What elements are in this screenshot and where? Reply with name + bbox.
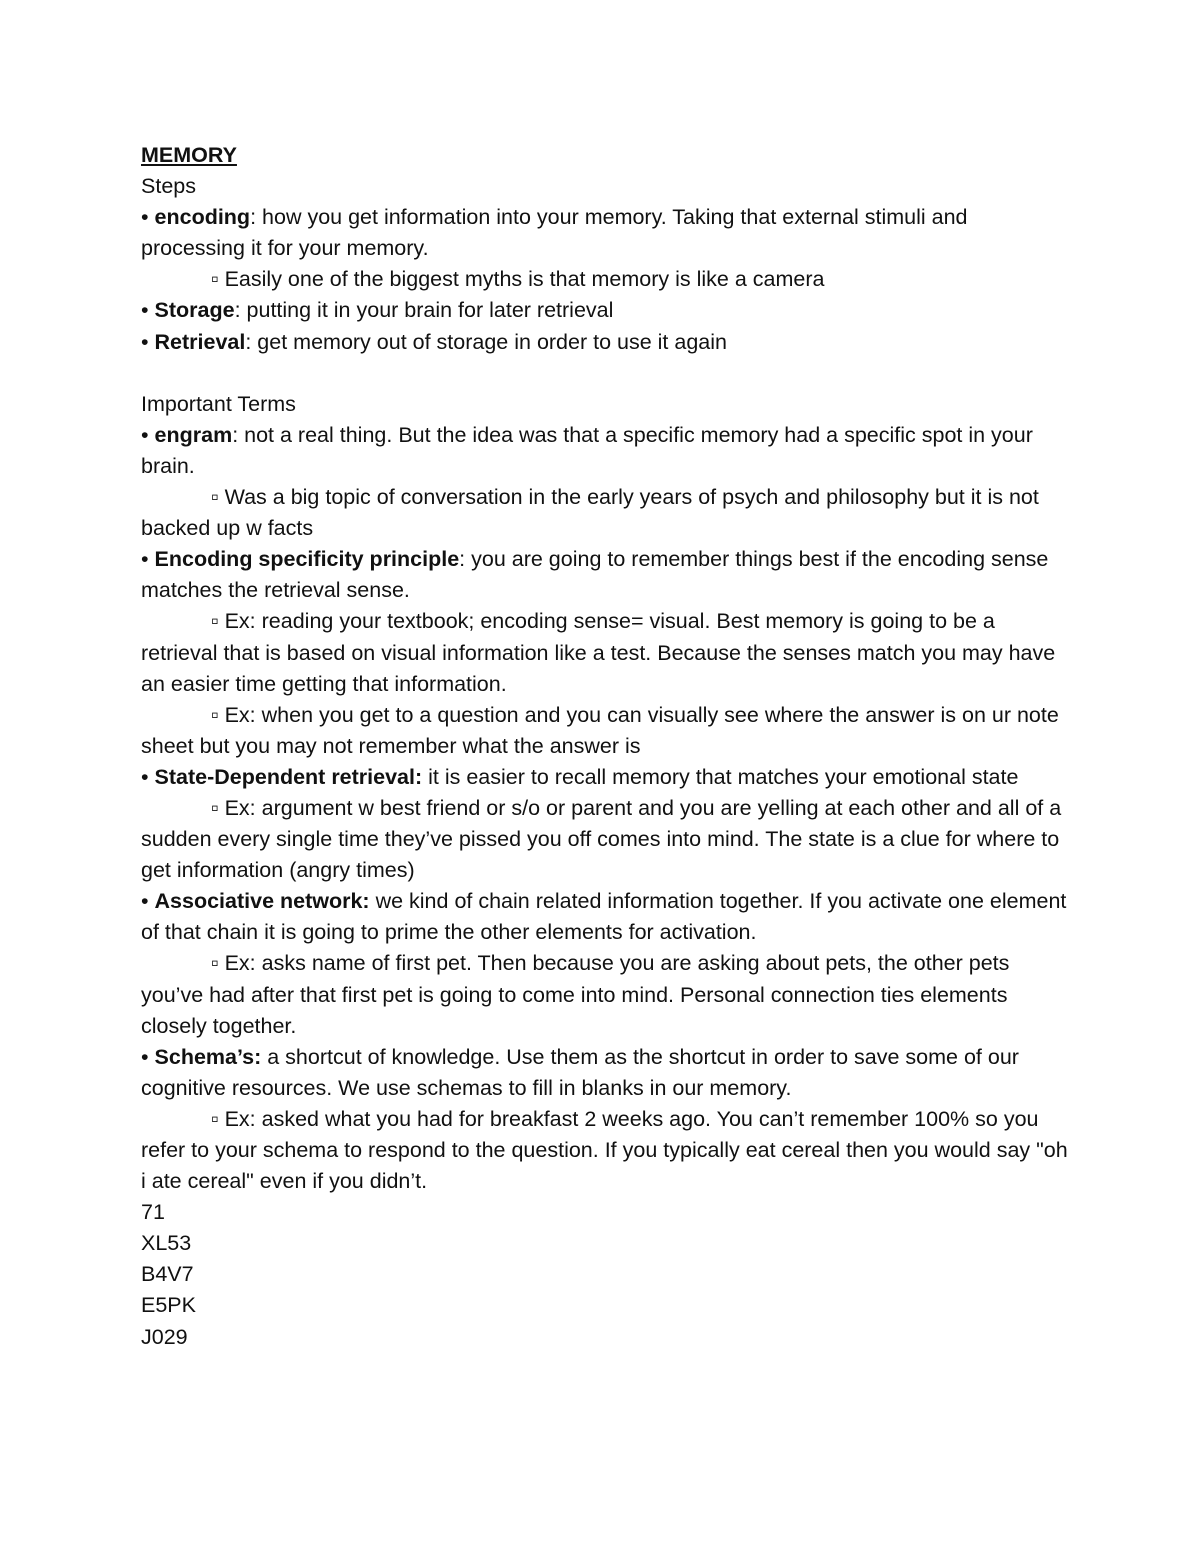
bullet-icon: • xyxy=(141,298,149,323)
code-line: 71 xyxy=(141,1200,165,1225)
bullet-icon: • xyxy=(141,422,149,447)
bullet-icon: • xyxy=(141,547,149,572)
sub-item: ▫ Ex: asks name of first pet. Then because you are asking about pets, the other pets you’ve had after that first pet is going to come into mind. Personal connection ties elements closely together. xyxy=(141,951,1010,1038)
bullet-icon: • xyxy=(141,205,149,230)
list-item xyxy=(141,295,1071,326)
code-line: E5PK xyxy=(141,1293,196,1318)
term: State-Dependent retrieval: xyxy=(154,764,423,789)
term: encoding xyxy=(154,205,251,230)
code-line: XL53 xyxy=(141,1231,192,1256)
list-item xyxy=(141,327,1071,358)
list-item xyxy=(141,202,1071,264)
term: Encoding specificity principle xyxy=(154,547,460,572)
term: Associative network: xyxy=(154,889,370,914)
bullet-icon: • xyxy=(141,1044,149,1069)
bullet-icon: • xyxy=(141,889,149,914)
terms-heading: Important Terms xyxy=(141,391,296,416)
sub-item: ▫ Ex: asked what you had for breakfast 2 weeks ago. You can’t remember 100% so you refer to your schema to respond to the question. If you typically eat cereal then you would say "oh i ate cereal" even if you didn’t. xyxy=(141,1106,1068,1194)
definition: : putting it in your brain for later retrieval xyxy=(234,298,614,323)
list-item xyxy=(141,420,1071,482)
bullet-icon: • xyxy=(141,764,149,789)
definition: : get memory out of storage in order to use it again xyxy=(245,329,727,354)
term: Schema’s: xyxy=(154,1044,262,1069)
definition: : you are going to remember things best if the encoding sense matches the retrieval sense. xyxy=(141,547,1049,603)
term: engram xyxy=(154,422,233,447)
document-title: MEMORY xyxy=(141,143,237,167)
term: Storage xyxy=(154,298,235,323)
definition: : not a real thing. But the idea was that a specific memory had a specific spot in your brain. xyxy=(141,422,1033,478)
sub-item: ▫ Ex: argument w best friend or s/o or parent and you are yelling at each other and all of a sudden every single time they’ve pissed you off comes into mind. The state is a clue for where to get information (angry times) xyxy=(141,795,1062,883)
term: Retrieval xyxy=(154,329,246,354)
steps-list xyxy=(141,202,1071,357)
bullet-icon: • xyxy=(141,329,149,354)
list-item xyxy=(141,762,1071,793)
document-page xyxy=(141,140,1071,1353)
code-line: J029 xyxy=(141,1324,188,1349)
blank-line xyxy=(141,358,1071,389)
list-item xyxy=(141,1042,1071,1104)
code-list xyxy=(141,1197,1071,1352)
code-line: B4V7 xyxy=(141,1262,194,1287)
sub-item: ▫ Ex: reading your textbook; encoding sense= visual. Best memory is going to be a retrieval that is based on visual information like a test. Because the senses match you may have an easier time getting that information. xyxy=(141,609,1056,696)
list-item xyxy=(141,886,1071,948)
definition: : how you get information into your memory. Taking that external stimuli and processing it for your memory. xyxy=(141,205,968,261)
sub-item: ▫ Was a big topic of conversation in the early years of psych and philosophy but it is not backed up w facts xyxy=(141,485,1039,541)
definition: we kind of chain related information together. If you activate one element of that chain it is going to prime the other elements for activation. xyxy=(141,889,1067,945)
definition: a shortcut of knowledge. Use them as the shortcut in order to save some of our cognitive resources. We use schemas to fill in blanks in our memory. xyxy=(141,1044,1019,1100)
steps-heading: Steps xyxy=(141,174,196,199)
sub-item: ▫ Easily one of the biggest myths is that memory is like a camera xyxy=(211,267,825,292)
terms-list xyxy=(141,420,1071,1197)
sub-item: ▫ Ex: when you get to a question and you can visually see where the answer is on ur note sheet but you may not remember what the answer is xyxy=(141,702,1059,758)
definition: it is easier to recall memory that matches your emotional state xyxy=(422,764,1019,789)
list-item xyxy=(141,544,1071,606)
